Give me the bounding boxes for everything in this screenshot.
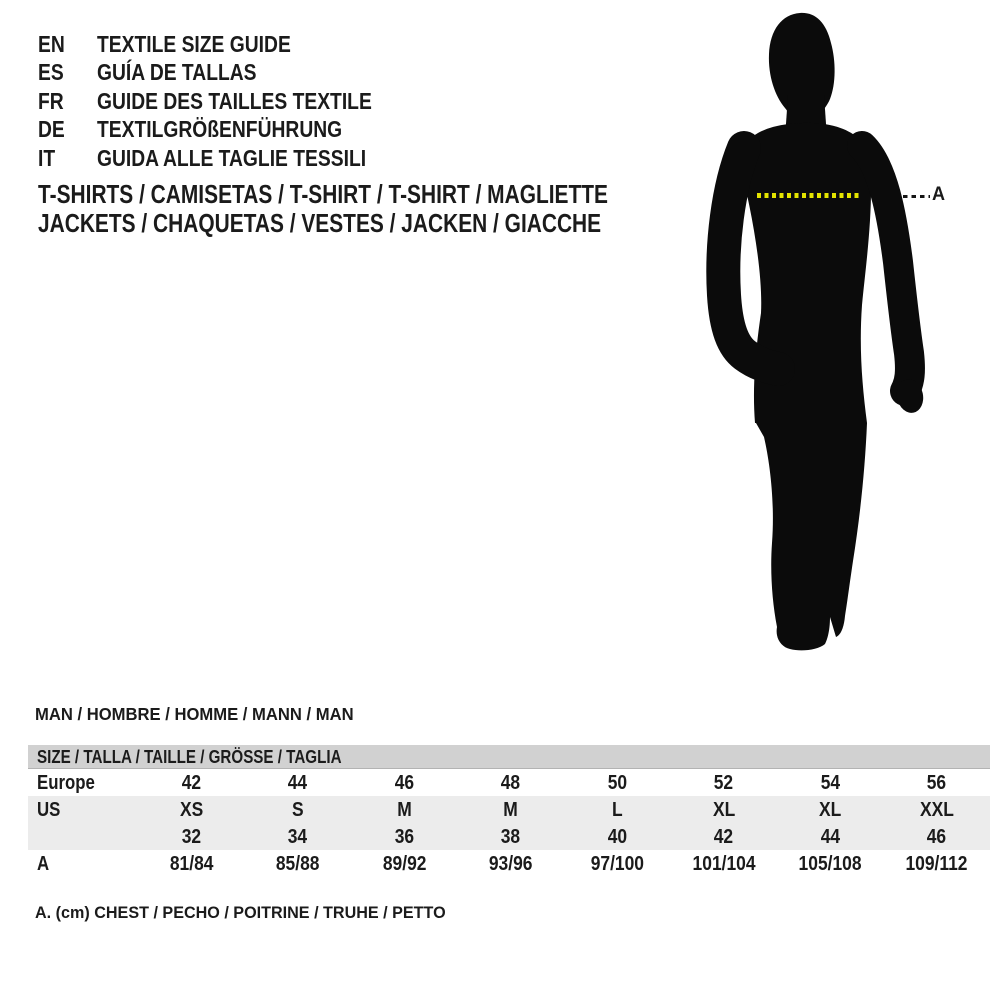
cell: 56 — [927, 770, 947, 794]
language-row — [38, 115, 432, 143]
cell: M — [396, 797, 412, 821]
cell: 32 — [181, 824, 201, 848]
cell: 48 — [501, 770, 521, 794]
language-row — [38, 58, 432, 86]
cell: 50 — [607, 770, 627, 794]
cell: 46 — [394, 770, 414, 794]
language-code: DE — [38, 116, 65, 143]
cell: 46 — [927, 824, 947, 848]
measure-pointer-dashes — [903, 195, 930, 198]
category-jackets: JACKETS / CHAQUETAS / VESTES / JACKEN / GIACCHE — [38, 210, 602, 238]
cell: 89/92 — [382, 851, 427, 875]
measure-label-a: A — [932, 184, 946, 205]
cell: 34 — [288, 824, 308, 848]
category-tshirts: T-SHIRTS / CAMISETAS / T-SHIRT / T-SHIRT / MAGLIETTE — [38, 181, 609, 209]
cell: 44 — [820, 824, 840, 848]
size-table — [28, 745, 990, 877]
cell: L — [611, 797, 623, 821]
cell: 36 — [394, 824, 414, 848]
table-row-us — [28, 796, 990, 823]
table-row-europe — [28, 769, 990, 796]
chest-measure-line — [757, 193, 861, 198]
silhouette-legs — [756, 423, 867, 650]
language-code: EN — [38, 31, 65, 57]
language-title: GUIDE DES TAILLES TEXTILE — [97, 87, 372, 114]
language-title: GUÍA DE TALLAS — [97, 59, 257, 86]
gender-heading: MAN / HOMBRE / HOMME / MANN / MAN — [35, 704, 354, 724]
cell: 44 — [288, 770, 308, 794]
cell: 109/112 — [905, 851, 968, 875]
category-list — [38, 181, 733, 239]
cell: 81/84 — [169, 851, 214, 875]
cell: 52 — [714, 770, 734, 794]
cell: 42 — [714, 824, 734, 848]
table-row-numeric — [28, 823, 990, 850]
cell: 101/104 — [692, 851, 756, 875]
language-code: IT — [38, 144, 56, 171]
man-silhouette — [690, 5, 940, 660]
table-row-chest — [28, 850, 990, 877]
row-label: Europe — [37, 770, 95, 794]
language-title: TEXTILE SIZE GUIDE — [97, 31, 291, 57]
size-header-bar — [28, 745, 990, 769]
language-row — [38, 30, 432, 58]
cell: XXL — [919, 797, 954, 821]
cell: 54 — [820, 770, 840, 794]
cell: S — [291, 797, 304, 821]
cell: XL — [819, 797, 842, 821]
language-row — [38, 87, 432, 115]
cell: 97/100 — [590, 851, 644, 875]
cell: XL — [712, 797, 735, 821]
row-label: A — [37, 851, 50, 875]
silhouette-right-arm — [862, 146, 910, 391]
cell: 40 — [607, 824, 627, 848]
language-code: ES — [38, 59, 64, 86]
language-title-list — [38, 30, 432, 172]
language-row — [38, 144, 432, 172]
row-label: US — [37, 797, 61, 821]
cell: 93/96 — [488, 851, 533, 875]
cell: XS — [179, 797, 203, 821]
measure-footnote: A. (cm) CHEST / PECHO / POITRINE / TRUHE / PETTO — [35, 903, 446, 922]
language-code: FR — [38, 87, 64, 114]
cell: 38 — [501, 824, 521, 848]
language-title: GUIDA ALLE TAGLIE TESSILI — [97, 144, 367, 171]
language-title: TEXTILGRÖßENFÜHRUNG — [97, 116, 343, 143]
size-header-text: SIZE / TALLA / TAILLE / GRÖSSE / TAGLIA — [37, 746, 342, 767]
cell: 85/88 — [275, 851, 320, 875]
cell: 42 — [181, 770, 201, 794]
cell: 105/108 — [798, 851, 862, 875]
cell: M — [503, 797, 519, 821]
